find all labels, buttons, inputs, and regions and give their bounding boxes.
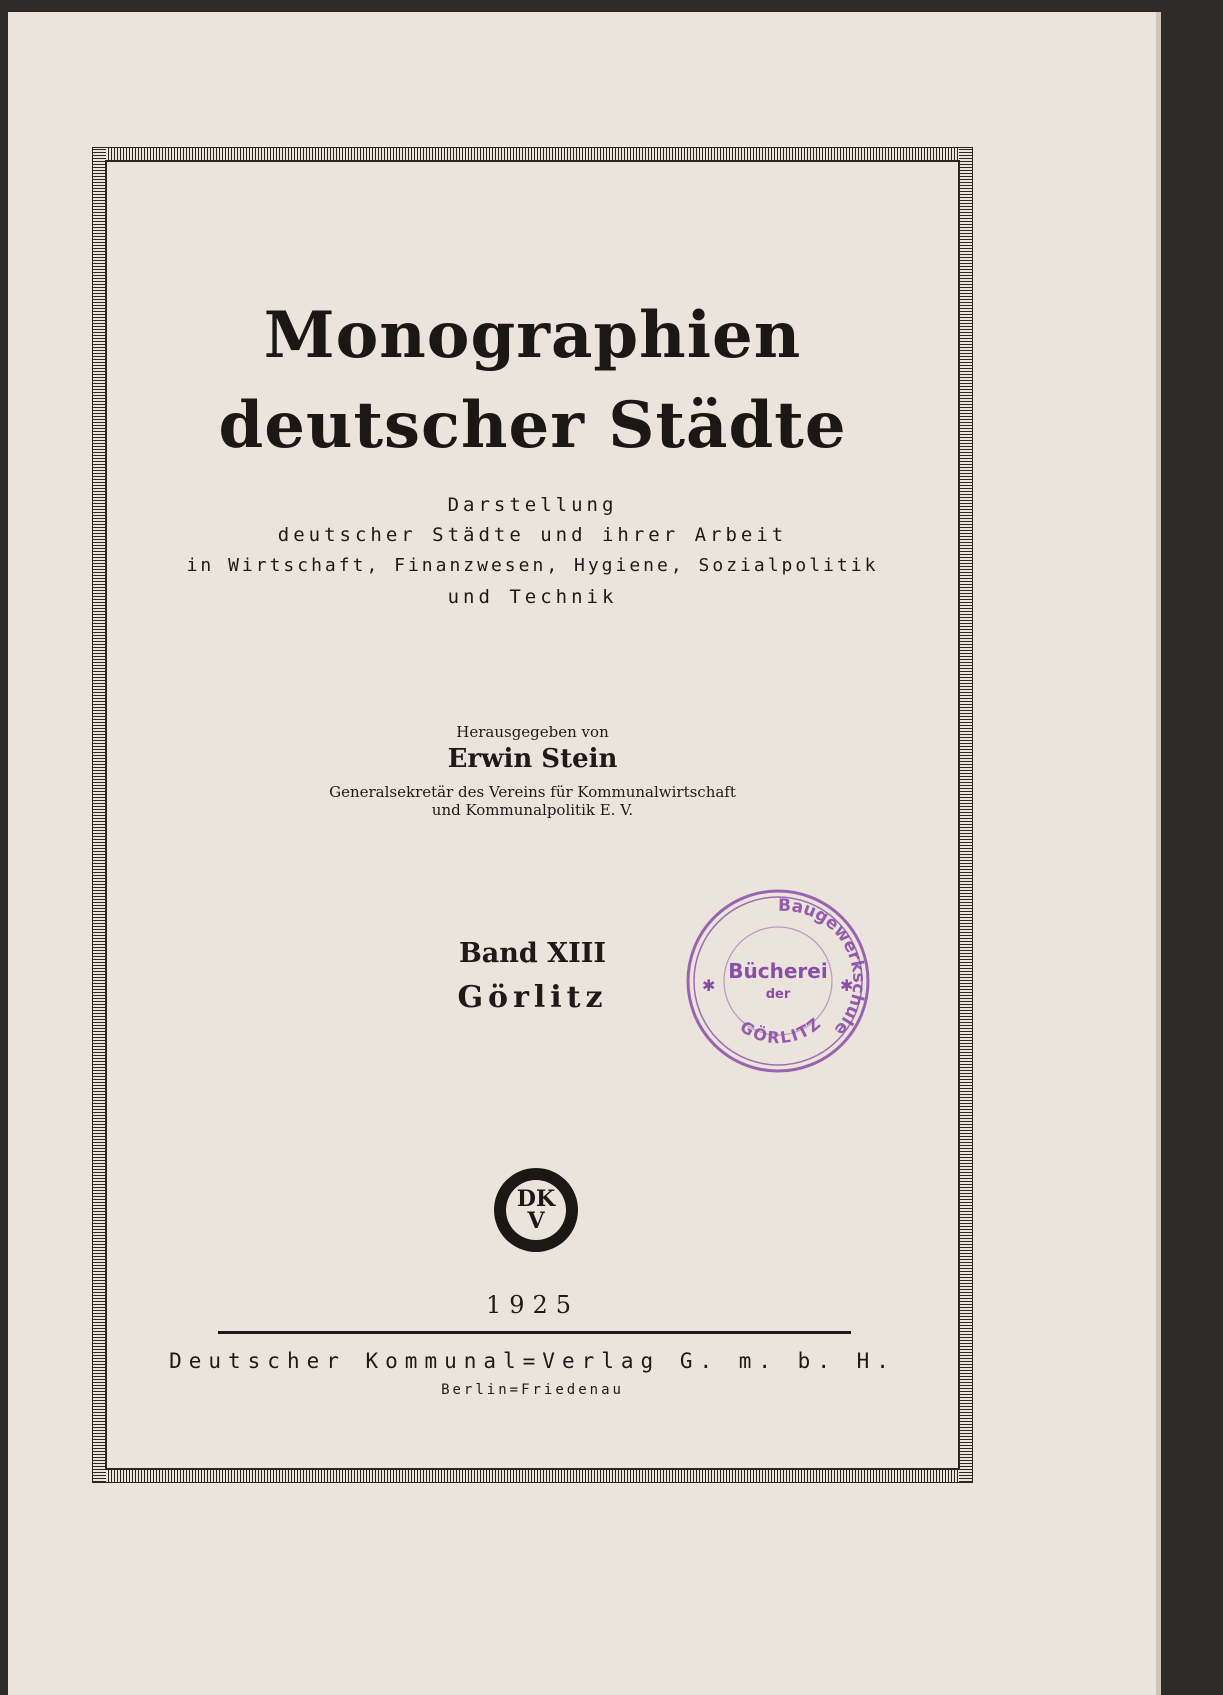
library-stamp <box>680 883 876 1079</box>
editor-role-line-1: Generalsekretär des Vereins für Kommunalwirtschaft <box>329 783 736 801</box>
svg-text:GÖRLITZ <box>737 1013 826 1048</box>
title-line-2: deutscher Städte <box>218 388 847 463</box>
svg-text:✱: ✱ <box>702 976 716 995</box>
title-line-1: Monographien <box>263 298 802 373</box>
subtitle-line-1: Darstellung <box>447 494 618 516</box>
volume-city: Görlitz <box>457 980 608 1015</box>
editor-name: Erwin Stein <box>447 744 618 774</box>
subtitle-line-4: und Technik <box>447 586 618 608</box>
divider-rule <box>218 1331 851 1334</box>
editor-label: Herausgegeben von <box>456 723 609 741</box>
logo-line-2: V <box>527 1208 545 1234</box>
publication-year: 1925 <box>485 1291 580 1319</box>
stamp-ring-text: Baugewerkschule <box>777 895 869 1040</box>
stamp-center-line-2: der <box>765 987 791 1002</box>
publisher-place: Berlin=Friedenau <box>441 1382 624 1398</box>
editor-role-line-2: und Kommunalpolitik E. V. <box>431 801 634 819</box>
stamp-center-line-1: Bücherei <box>728 959 828 983</box>
logo-line-1: DK <box>516 1186 556 1212</box>
subtitle-line-3: in Wirtschaft, Finanzwesen, Hygiene, Sozialpolitik <box>186 555 879 576</box>
publisher-name: Deutscher Kommunal=Verlag G. m. b. H. <box>169 1349 896 1373</box>
publisher-logo <box>494 1168 578 1252</box>
subtitle-line-2: deutscher Städte und ihrer Arbeit <box>277 524 788 546</box>
volume-label: Band XIII <box>458 938 607 969</box>
stamp-ring-bottom: GÖRLITZ <box>736 1012 826 1048</box>
page-edge <box>1156 12 1161 1695</box>
svg-text:✱: ✱ <box>840 976 854 995</box>
